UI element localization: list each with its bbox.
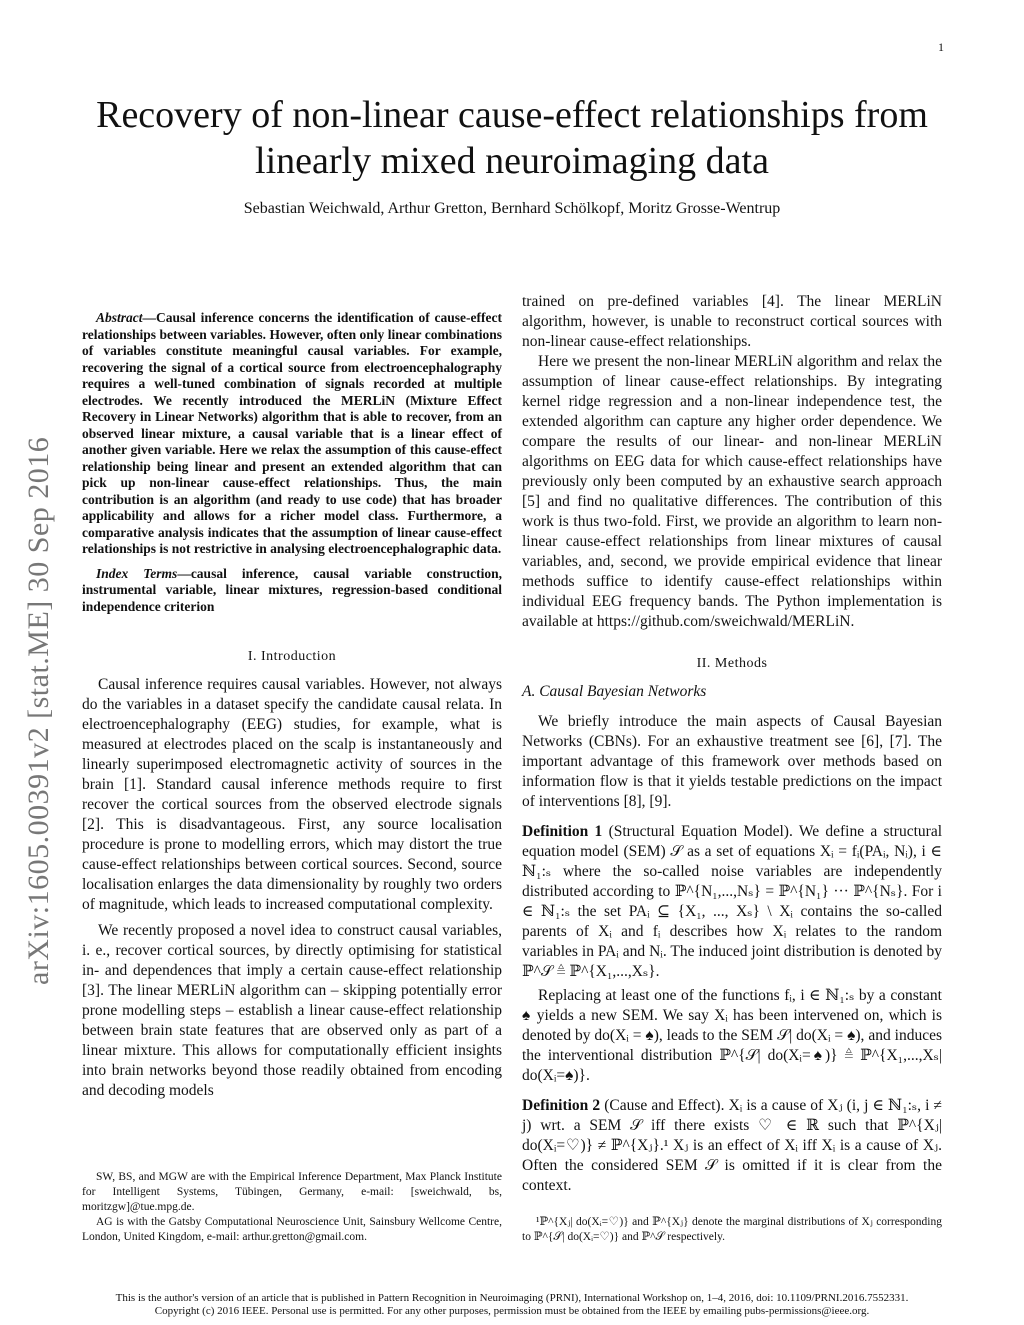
footnote-affiliation-1: SW, BS, and MGW are with the Empirical Inference Department, Max Planck Institute for Intelligent Systems, Tübingen, Germany, e-mail: [sweichwald, bs, moritzgw]@tue.mpg.de. bbox=[82, 1171, 502, 1213]
definition-1-label: Definition 1 bbox=[522, 823, 603, 840]
definition-2-title: (Cause and Effect). bbox=[604, 1097, 725, 1114]
arxiv-stamp: arXiv:1605.00391v2 [stat.ME] 30 Sep 2016 bbox=[22, 436, 55, 985]
paper-title: Recovery of non-linear cause-effect relationships from linearly mixed neuroimaging data bbox=[96, 94, 928, 182]
footer-line-1: This is the author's version of an article that is published in Pattern Recognition in Neuroimaging (PRNI), International Workshop on, 1–4, 2016, doi: 10.1109/PRNI.2016.7552331. bbox=[115, 1292, 909, 1304]
index-terms bbox=[82, 566, 502, 616]
footnote-1: ¹ℙ^{Xⱼ| do(Xᵢ=♡)} and ℙ^{Xⱼ} denote the marginal distributions of Xⱼ corresponding to ℙ^{𝒮| do(Xᵢ=♡)} and ℙ^𝒮 respectively. bbox=[522, 1216, 942, 1243]
abstract bbox=[82, 310, 502, 558]
index-terms-text: —causal inference, causal variable construction, instrumental variable, linear mixtures, regression-based conditional independence criterion bbox=[82, 565, 502, 614]
left-column bbox=[82, 310, 502, 1101]
definition-1-paragraph-2: Replacing at least one of the functions fᵢ, i ∈ ℕ₁:ₛ by a constant ♠ yields a new SEM. We say Xᵢ has been intervened on, which is denoted by do(Xᵢ = ♠), leads to the SEM 𝒮| do(Xᵢ = ♠), and induces the interventional distribution ℙ^{𝒮| do(Xᵢ=♠)} ≜ ℙ^{X₁,...,Xₛ| do(Xᵢ=♠)}. bbox=[522, 987, 942, 1084]
right-paragraph-continued: trained on pre-defined variables [4]. The linear MERLiN algorithm, however, is unable to reconstruct cortical sources with non-linear cause-effect relationships. bbox=[522, 293, 942, 350]
page-number: 1 bbox=[938, 40, 944, 54]
definition-2-label: Definition 2 bbox=[522, 1097, 601, 1114]
subsection-causal-bayesian-networks: A. Causal Bayesian Networks bbox=[522, 683, 707, 700]
abstract-text: —Causal inference concerns the identification of cause-effect relationships between variables. However, often only linear combinations of variables constitute meaningful causal variables. For example, recovering the signal of a cortical source from electroencephalography requires a well-tuned combination of signals recorded at multiple electrodes. We recently introduced the MERLiN (Mixture Effect Recovery in Linear Networks) algorithm that is able to recover, from an observed linear mixture, a causal variable that is a linear effect of another given variable. Here we relax the assumption of this cause-effect relationship being linear and present an extended algorithm that can pick up non-linear cause-effect relationships. Thus, the main contribution is an algorithm (and ready to use code) that has broader applicability and allows for a richer model class. Furthermore, a comparative analysis indicates that the assumption of linear cause-effect relationships is not restrictive in analysing electroencephalographic data. bbox=[82, 310, 502, 556]
footnote-affiliation-2: AG is with the Gatsby Computational Neuroscience Unit, Sainsbury Wellcome Centre, London, United Kingdom, e-mail: arthur.gretton@gmail.com. bbox=[82, 1216, 502, 1243]
footer-line-2: Copyright (c) 2016 IEEE. Personal use is permitted. For any other purposes, permission must be obtained from the IEEE by emailing pubs-permissions@ieee.org. bbox=[154, 1305, 870, 1317]
index-terms-label: Index Terms bbox=[96, 565, 178, 581]
methods-paragraph-1: We briefly introduce the main aspects of Causal Bayesian Networks (CBNs). For an exhaustive treatment see [6], [7]. The important advantage of this framework over methods based on information flow is that it yields testable predictions on the impact of interventions [8], [9]. bbox=[522, 713, 942, 810]
intro-paragraph-2: We recently proposed a novel idea to construct causal variables, i. e., recover cortical sources, by directly optimising for statistical in- and dependences that imply a certain cause-effect relationship [3]. The linear MERLiN algorithm can – skipping potentially error prone modelling steps – establish a linear cause-effect relationship between brain state features that are observed only as part of a linear mixture. This allows for computationally efficient insights into brain networks beyond those readily obtained from encoding and decoding models bbox=[82, 922, 502, 1099]
page-footer bbox=[70, 1292, 954, 1318]
definition-1-title: (Structural Equation Model). bbox=[608, 823, 793, 840]
author-list: Sebastian Weichwald, Arthur Gretton, Bernhard Schölkopf, Moritz Grosse-Wentrup bbox=[243, 200, 781, 217]
left-footnotes bbox=[82, 1170, 502, 1245]
abstract-label: Abstract bbox=[96, 310, 143, 325]
definition-1 bbox=[522, 822, 942, 982]
definition-2-text: Xᵢ is a cause of Xⱼ (i, j ∈ ℕ₁:ₛ, i ≠ j) wrt. a SEM 𝒮 iff there exists ♡ ∈ ℝ such that ℙ^{Xⱼ| do(Xᵢ=♡)} ≠ ℙ^{Xⱼ}.¹ Xⱼ is an effect of Xᵢ iff Xᵢ is a cause of Xⱼ. Often the considered SEM 𝒮 is omitted if it is clear from the context. bbox=[522, 1097, 943, 1194]
right-paragraph-1: Here we present the non-linear MERLiN algorithm and relax the assumption of linear cause-effect relationships. By integrating kernel ridge regression and a non-linear independence test, the extended algorithm can capture any higher order dependence. We compare the results of our linear- and non-linear MERLiN algorithms on EEG data for which cause-effect relationships have previously only been computed by an exhaustive search approach [5] and find no qualitative differences. The contribution of this work is thus two-fold. First, we provide an algorithm to learn non-linear cause-effect relationships from linear mixtures of causal variables, and, second, we provide empirical evidence that linear methods suffice to identify cause-effect relationships within individual EEG frequency bands. The Python implementation is available at https://github.com/sweichwald/MERLiN. bbox=[522, 353, 942, 630]
definition-2 bbox=[522, 1096, 942, 1196]
methods-heading: II. Methods bbox=[696, 656, 768, 671]
intro-paragraph-1: Causal inference requires causal variables. However, not always do the variables in a dataset specify the candidate causal relata. In electroencephalography (EEG) studies, for example, what is measured at electrodes placed on the scalp is instantaneously and linearly superimposed electromagnetic activity of sources in the brain [1]. Standard causal inference methods require to first recover the cortical sources from the observed electrode signals [2]. This is disadvantageous. First, any source localisation procedure is prone to modelling errors, which may distort the true cause-effect relationships between cortical sources. Second, source localisation enlarges the data dimensionality by roughly two orders of magnitude, which leads to increased computational complexity. bbox=[82, 676, 502, 913]
introduction-heading: I. Introduction bbox=[247, 649, 337, 664]
definition-1-text: We define a structural equation model (SEM) 𝒮 as a set of equations Xᵢ = fᵢ(PAᵢ, Nᵢ), i ∈ ℕ₁:ₛ where the so-called noise variables are independently distributed according to ℙ^{N₁,...,Nₛ} = ℙ^{N₁} ··· ℙ^{Nₛ}. For i ∈ ℕ₁:ₛ the set PAᵢ ⊆ {X₁, ..., Xₛ} \ Xᵢ contains the so-called parents of Xᵢ and fᵢ describes how Xᵢ relates to the random variables in PAᵢ and Nᵢ. The induced joint distribution is denoted by ℙ^𝒮 ≜ ℙ^{X₁,...,Xₛ}. bbox=[522, 823, 942, 980]
right-column bbox=[522, 292, 942, 1196]
